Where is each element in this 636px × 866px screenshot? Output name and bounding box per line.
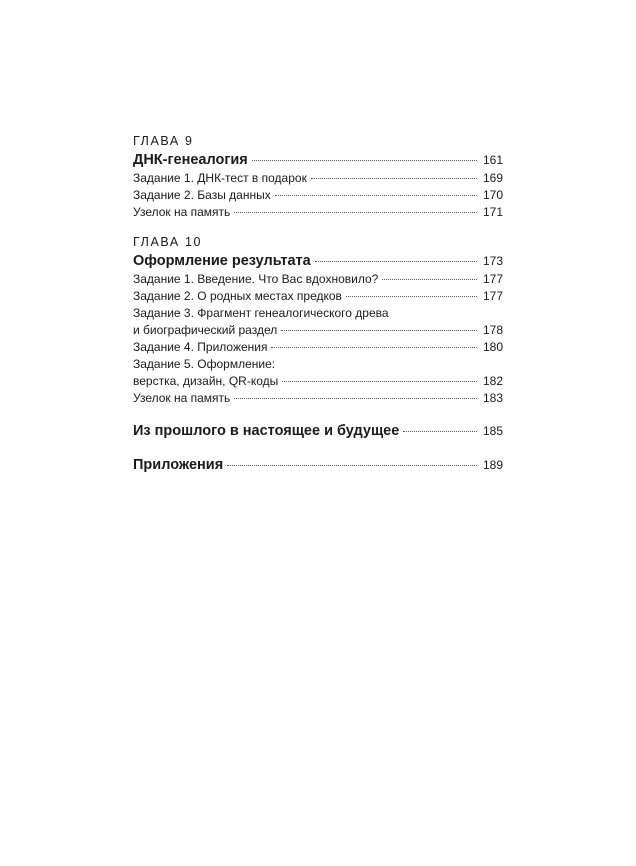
toc-entry-title: Задание 4. Приложения [133, 340, 268, 354]
toc-entry-page: 171 [482, 205, 503, 219]
dot-leader [315, 261, 477, 262]
toc-entry-title: Задание 1. ДНК-тест в подарок [133, 171, 307, 185]
toc-entry-page: 189 [482, 458, 503, 472]
spacer [133, 221, 503, 233]
dot-leader [234, 398, 477, 399]
dot-leader [311, 178, 477, 179]
toc-entry-dna-genealogy[interactable] [133, 150, 503, 170]
toc-entry[interactable] [133, 339, 503, 356]
toc-entry-title: Задание 2. Базы данных [133, 188, 271, 202]
toc-entry[interactable] [133, 187, 503, 204]
toc-entry[interactable] [133, 288, 503, 305]
toc-entry-title: Узелок на память [133, 205, 231, 219]
toc-entry-first-line: Задание 3. Фрагмент генеалогического древа [133, 306, 389, 320]
toc-entry-title: Задание 1. Введение. Что Вас вдохновило? [133, 272, 379, 286]
toc-entry-page: 161 [482, 153, 503, 167]
toc-entry-past-present-future[interactable] [133, 421, 503, 441]
dot-leader [281, 330, 477, 331]
table-of-contents [133, 132, 503, 475]
toc-entry[interactable] [133, 204, 503, 221]
toc-entry[interactable] [133, 373, 503, 390]
toc-entry-title: Приложения [133, 457, 224, 473]
toc-entry-title: ДНК-генеалогия [133, 152, 248, 168]
toc-entry-title: верстка, дизайн, QR-коды [133, 374, 279, 388]
toc-entry-page: 180 [482, 340, 503, 354]
spacer [133, 407, 503, 421]
toc-entry-title: Задание 2. О родных местах предков [133, 289, 342, 303]
toc-entry-page: 177 [482, 272, 503, 286]
toc-entry-page: 183 [482, 391, 503, 405]
chapter-10-label: ГЛАВА 10 [133, 235, 203, 249]
toc-entry-appendix[interactable] [133, 455, 503, 475]
dot-leader [227, 465, 477, 466]
dot-leader [271, 347, 476, 348]
dot-leader [346, 296, 477, 297]
chapter-9-label: ГЛАВА 9 [133, 134, 194, 148]
toc-entry-page: 178 [482, 323, 503, 337]
toc-entry-page: 185 [482, 424, 503, 438]
toc-entry-first-line: Задание 5. Оформление: [133, 357, 276, 371]
spacer [133, 441, 503, 455]
toc-entry-title: Оформление результата [133, 253, 311, 269]
dot-leader [403, 431, 477, 432]
dot-leader [252, 160, 477, 161]
toc-entry-title: Из прошлого в настоящее и будущее [133, 423, 400, 439]
dot-leader [382, 279, 477, 280]
dot-leader [275, 195, 477, 196]
toc-entry-title: и биографический раздел [133, 323, 278, 337]
toc-entry-page: 173 [482, 254, 503, 268]
toc-entry-page: 177 [482, 289, 503, 303]
dot-leader [282, 381, 477, 382]
toc-entry-page: 170 [482, 188, 503, 202]
toc-entry-result-design[interactable] [133, 251, 503, 271]
toc-entry[interactable] [133, 390, 503, 407]
toc-entry[interactable] [133, 271, 503, 288]
toc-entry[interactable] [133, 170, 503, 187]
dot-leader [234, 212, 477, 213]
toc-entry-page: 169 [482, 171, 503, 185]
toc-entry-title: Узелок на память [133, 391, 231, 405]
toc-entry-page: 182 [482, 374, 503, 388]
toc-entry[interactable] [133, 322, 503, 339]
